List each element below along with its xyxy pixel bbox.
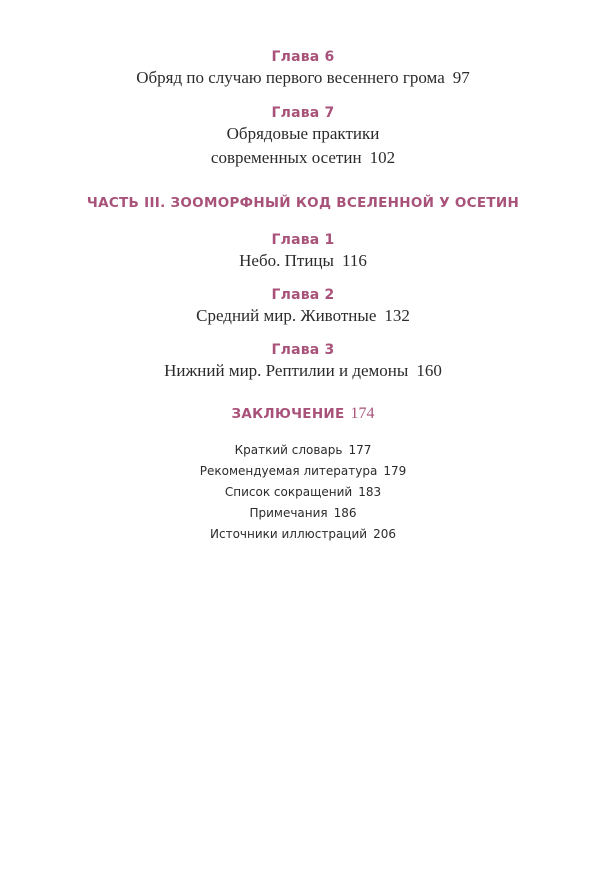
chapter-title-line: [0, 304, 606, 328]
toc-entry-part3-chapter-2: [0, 286, 606, 328]
page-number: 97: [452, 68, 470, 87]
list-item: [0, 503, 606, 524]
page-number: 160: [416, 361, 442, 380]
toc-entry-conclusion: [0, 405, 606, 423]
toc-entry-chapter-7: [0, 104, 606, 170]
chapter-title-line: [0, 249, 606, 273]
chapter-label: Глава 7: [271, 105, 335, 121]
chapter-title: Обряд по случаю первого весеннего грома: [136, 68, 445, 87]
page-number: 179: [383, 464, 407, 478]
chapter-title: современных осетин: [210, 148, 362, 167]
page-number: 183: [358, 485, 382, 499]
page-number: 174: [350, 405, 375, 422]
page-number: 132: [384, 306, 410, 325]
chapter-label: Глава 2: [271, 287, 335, 303]
chapter-title: Средний мир. Животные: [196, 306, 377, 325]
page-number: 116: [341, 251, 367, 270]
appendix-title: Рекомендуемая литература: [199, 464, 378, 478]
page-number: 186: [333, 506, 357, 520]
list-item: [0, 440, 606, 461]
chapter-title-line-2: [0, 146, 606, 170]
chapter-title-line: [0, 359, 606, 383]
toc-entry-part3-chapter-3: [0, 341, 606, 383]
appendix-title: Краткий словарь: [234, 443, 343, 457]
appendix-title: Примечания: [249, 506, 328, 520]
appendix-title: Список сокращений: [224, 485, 353, 499]
chapter-label: Глава 1: [271, 232, 335, 248]
appendix-title: Источники иллюстраций: [210, 527, 368, 541]
page-number: 102: [369, 148, 396, 167]
chapter-title: Небо. Птицы: [239, 251, 334, 270]
toc-appendix-list: [0, 440, 606, 545]
page-number: 177: [348, 443, 372, 457]
chapter-title: Нижний мир. Рептилии и демоны: [164, 361, 409, 380]
part-title: ЧАСТЬ III. ЗООМОРФНЫЙ КОД ВСЕЛЕННОЙ У ОСЕТИН: [86, 195, 520, 211]
list-item: [0, 524, 606, 545]
chapter-title-line: [0, 66, 606, 90]
chapter-label: Глава 6: [271, 49, 335, 65]
page-number: 206: [373, 527, 396, 541]
toc-part-3-heading: [0, 194, 606, 212]
list-item: [0, 461, 606, 482]
list-item: [0, 482, 606, 503]
chapter-label: Глава 3: [271, 342, 335, 358]
toc-entry-part3-chapter-1: [0, 231, 606, 273]
toc-entry-chapter-6: [0, 48, 606, 90]
conclusion-title: ЗАКЛЮЧЕНИЕ: [231, 406, 345, 422]
chapter-title-line-1: Обрядовые практики: [226, 124, 380, 143]
